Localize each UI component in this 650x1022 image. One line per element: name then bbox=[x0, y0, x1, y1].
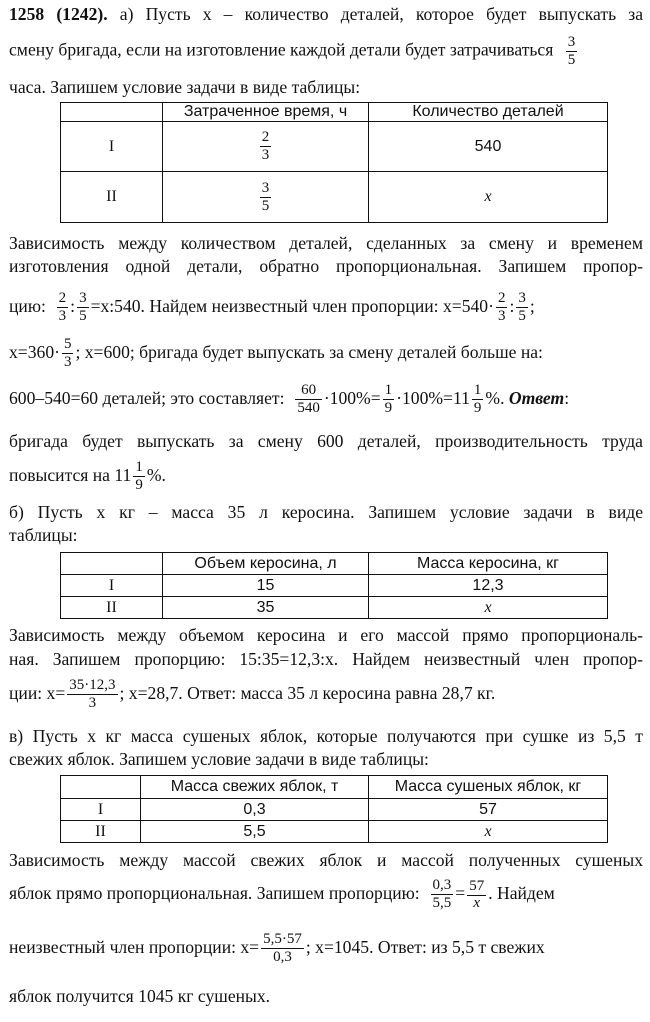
table-b-mass: x bbox=[484, 598, 492, 616]
table-row bbox=[61, 172, 608, 223]
table-b-header-empty bbox=[61, 553, 163, 575]
fraction-den: 9 bbox=[473, 400, 482, 417]
part-a-line-3-text: часа. Запишем условие задачи в виде таблицы: bbox=[9, 77, 361, 97]
pct-fraction-2 bbox=[383, 382, 395, 417]
fraction-den: 3 bbox=[58, 308, 67, 325]
table-c-header-fresh: Масса свежих яблок, т bbox=[141, 776, 369, 799]
fraction-num: 3 bbox=[518, 290, 526, 307]
table-b bbox=[60, 552, 608, 619]
table-c-row-label: I bbox=[61, 799, 141, 821]
table-a-count: x bbox=[484, 188, 492, 205]
part-c-final bbox=[9, 986, 643, 1006]
part-a-line-1 bbox=[9, 4, 643, 24]
table-a-header-row bbox=[61, 103, 608, 122]
part-c-dep-1 bbox=[9, 850, 643, 870]
fraction-num: 0,3 bbox=[432, 877, 452, 894]
fraction-den: 5 bbox=[261, 197, 270, 214]
fraction-den: 3 bbox=[261, 147, 270, 163]
table-c-header-dried: Масса сушеных яблок, кг bbox=[369, 776, 608, 799]
answer-line-2-prefix: повысится на 11 bbox=[9, 465, 132, 485]
part-a-dep-2 bbox=[9, 256, 643, 276]
table-a-time-fraction bbox=[260, 180, 272, 215]
fraction-num: 5,5·57 bbox=[263, 931, 302, 948]
solution-prefix: ции: x= bbox=[9, 683, 66, 703]
table-c-row-label: II bbox=[61, 821, 141, 843]
fraction-den: 9 bbox=[135, 477, 143, 494]
part-c-solution bbox=[9, 927, 643, 967]
pct-fraction-1 bbox=[295, 382, 322, 417]
part-b-label: б) bbox=[9, 502, 24, 522]
part-a-percent-line: 600–540=60 деталей; это составляет: $\frac{60}{540}$ ·100%= $\frac{1}{9}$ ·100%=11 $\frac{1}{9}$ %. Ответ: bbox=[9, 382, 570, 417]
table-row bbox=[61, 597, 608, 619]
table-a-count: 540 bbox=[369, 122, 608, 172]
part-a-answer-1 bbox=[9, 431, 643, 451]
prop-fraction-4 bbox=[516, 290, 528, 325]
part-b-dep-2 bbox=[9, 649, 643, 669]
solution-fraction bbox=[261, 931, 304, 966]
part-a-answer-2 bbox=[9, 455, 643, 495]
table-c-dried: 57 bbox=[369, 799, 608, 821]
table-b-header-row bbox=[61, 553, 608, 575]
prop-end: . Найдем bbox=[488, 883, 555, 903]
table-b-volume: 15 bbox=[163, 575, 369, 597]
fraction-den: 3 bbox=[63, 354, 72, 371]
table-a-header-count: Количество деталей bbox=[369, 103, 608, 122]
proportion-prefix: цию: bbox=[9, 296, 46, 316]
part-c-line-1 bbox=[9, 726, 643, 746]
fraction-num: 2 bbox=[497, 290, 506, 307]
fraction-num: 2 bbox=[58, 290, 67, 307]
part-c-dep-2-prefix: яблок прямо пропорциональная. Запишем пропорцию: bbox=[9, 883, 420, 903]
part-b-dep-1-text: Зависимость между объемом керосина и его массой прямо пропорциональ- bbox=[9, 625, 643, 645]
fraction-den: 3 bbox=[88, 695, 97, 712]
time-fraction bbox=[566, 34, 578, 69]
fraction-num: 1 bbox=[384, 382, 393, 399]
proportion-rest: =x:540. Найдем неизвестный член пропорции: x=540· bbox=[90, 296, 494, 316]
fraction-num: 3 bbox=[261, 179, 270, 196]
solution-prefix: неизвестный член пропорции: x= bbox=[9, 937, 260, 957]
diff-prefix: 600–540=60 деталей; это составляет: bbox=[9, 388, 285, 408]
problem-number: 1258 (1242). bbox=[9, 4, 108, 24]
answer-fraction bbox=[133, 459, 145, 494]
fraction-den: 0,3 bbox=[273, 949, 292, 966]
part-a-line-2 bbox=[9, 34, 643, 69]
table-c-header-empty bbox=[61, 776, 141, 799]
part-a-dep-2-text: изготовления одной детали, обратно пропорциональная. Запишем пропор- bbox=[9, 256, 643, 276]
table-row bbox=[61, 122, 608, 172]
table-c-fresh: 0,3 bbox=[141, 799, 369, 821]
part-a-label: а) bbox=[119, 4, 134, 24]
table-a-row-label: I bbox=[61, 122, 163, 172]
fraction-den: 3 bbox=[497, 308, 506, 325]
part-c-dep-2 bbox=[9, 873, 643, 913]
fraction-num: 57 bbox=[469, 878, 485, 895]
x-line-rest: ; x=600; бригада будет выпускать за смену деталей больше на: bbox=[75, 342, 543, 362]
part-a-x-line bbox=[9, 332, 643, 372]
table-b-header-volume: Объем керосина, л bbox=[163, 553, 369, 575]
part-c-line-2-text: свежих яблок. Запишем условие задачи в виде таблицы: bbox=[9, 749, 429, 769]
table-row bbox=[61, 821, 608, 843]
table-a-time-fraction bbox=[260, 129, 272, 164]
part-b-intro: Пусть x кг – масса 35 л керосина. Запишем условие задачи в виде bbox=[37, 502, 643, 522]
table-c bbox=[60, 775, 608, 843]
final-line-text: яблок получится 1045 кг сушеных. bbox=[9, 986, 271, 1006]
part-b-solution bbox=[9, 673, 643, 713]
table-b-row-label: II bbox=[61, 597, 163, 619]
part-a-intro: Пусть x – количество деталей, которое будет выпускать за bbox=[145, 4, 644, 24]
part-a-line-2-text: смену бригада, если на изготовление каждой детали будет затрачиваться bbox=[9, 39, 554, 60]
fraction-num: 5 bbox=[63, 336, 72, 353]
answer-line-2-end: %. bbox=[146, 465, 166, 485]
solution-rest: ; x=1045. Ответ: из 5,5 т свежих bbox=[305, 937, 545, 957]
part-c-intro: Пусть x кг масса сушеных яблок, которые получаются при сушке из 5,5 т bbox=[32, 726, 643, 746]
table-b-mass: 12,3 bbox=[369, 575, 608, 597]
table-a-row-label: II bbox=[61, 172, 163, 223]
table-row bbox=[61, 799, 608, 821]
part-b-dep-2-text: ная. Запишем пропорцию: 15:35=12,3:x. Найдем неизвестный член пропор- bbox=[9, 649, 643, 669]
fraction-den: 5 bbox=[518, 308, 526, 325]
prop-fraction-2 bbox=[467, 878, 486, 911]
x-line-prefix: x=360· bbox=[9, 342, 60, 362]
table-row bbox=[61, 575, 608, 597]
time-fraction-den: 5 bbox=[567, 52, 576, 68]
part-b-line-2-text: таблицы: bbox=[9, 525, 78, 545]
pct-mid-1: ·100%= bbox=[323, 388, 381, 408]
part-c-label: в) bbox=[9, 726, 24, 746]
fraction-num: 1 bbox=[135, 459, 143, 476]
time-fraction-num: 3 bbox=[567, 34, 576, 50]
fraction-den: 5,5 bbox=[432, 895, 452, 912]
fraction-den: 540 bbox=[297, 400, 320, 417]
part-a-proportion: цию: $\frac{2}{3}$ : $\frac{3}{5}$ =x:540. Найдем неизвестный член пропорции: x=540· $\frac{2}{3}$ : $\frac{3}{5}$ ; bbox=[9, 290, 535, 325]
answer-line-1-text: бригада будет выпускать за смену 600 деталей, производительность труда bbox=[9, 431, 643, 451]
table-c-header-row bbox=[61, 776, 608, 799]
fraction-num: 3 bbox=[79, 290, 87, 307]
answer-label: Ответ bbox=[508, 388, 565, 408]
fraction-num: 2 bbox=[261, 129, 270, 145]
prop-equals: = bbox=[455, 883, 466, 903]
table-a-header-empty bbox=[61, 103, 163, 122]
part-c-dep-1-text: Зависимость между массой свежих яблок и массой полученных сушеных bbox=[9, 850, 643, 870]
x-fraction bbox=[62, 336, 74, 371]
part-b-dep-1 bbox=[9, 625, 643, 645]
prop-fraction-1 bbox=[431, 877, 454, 912]
table-a-header-time: Затраченное время, ч bbox=[163, 103, 369, 122]
fraction-den: x bbox=[473, 895, 481, 912]
prop-fraction-3 bbox=[496, 290, 508, 325]
table-a bbox=[60, 102, 608, 223]
part-b-line-1 bbox=[9, 502, 643, 522]
part-a-dep-1 bbox=[9, 233, 643, 253]
fraction-num: 1 bbox=[473, 382, 482, 399]
pct-fraction-3 bbox=[472, 382, 484, 417]
pct-mid-2: ·100%=11 bbox=[396, 388, 470, 408]
part-b-line-2 bbox=[9, 525, 643, 545]
fraction-den: 9 bbox=[384, 400, 393, 417]
solution-fraction bbox=[67, 677, 117, 712]
part-a-line-3 bbox=[9, 77, 643, 97]
part-a-dep-1-text: Зависимость между количеством деталей, сделанных за смену и временем bbox=[9, 233, 643, 253]
fraction-den: 5 bbox=[79, 308, 87, 325]
solution-rest: ; x=28,7. Ответ: масса 35 л керосина равна 28,7 кг. bbox=[119, 683, 496, 703]
table-b-row-label: I bbox=[61, 575, 163, 597]
fraction-num: 60 bbox=[295, 382, 322, 400]
part-c-line-2 bbox=[9, 749, 643, 769]
pct-end: %. bbox=[485, 388, 505, 408]
table-b-volume: 35 bbox=[163, 597, 369, 619]
table-c-fresh: 5,5 bbox=[141, 821, 369, 843]
prop-fraction-2 bbox=[77, 290, 89, 325]
table-b-header-mass: Масса керосина, кг bbox=[369, 553, 608, 575]
table-c-dried: x bbox=[484, 822, 492, 840]
prop-fraction-1 bbox=[57, 290, 69, 325]
fraction-num: 35·12,3 bbox=[69, 677, 116, 694]
